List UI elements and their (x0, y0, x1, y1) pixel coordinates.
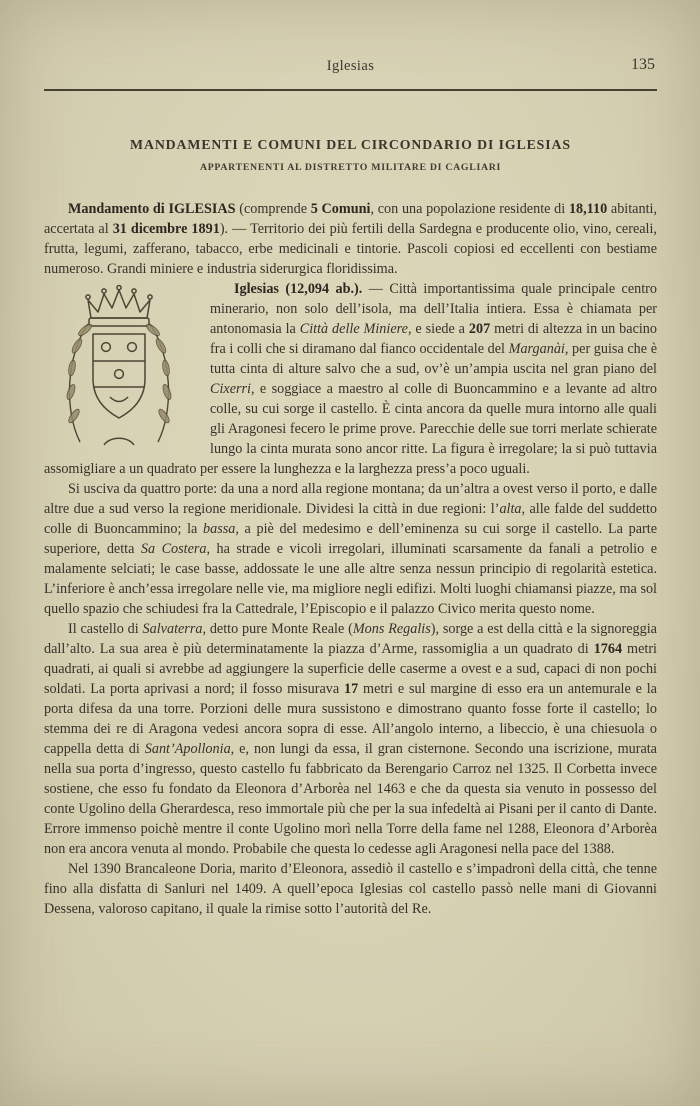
paragraph-castello-salvaterra: Il castello di Salvaterra, detto pure Monte Reale (Mons Regalis), sorge a est della città e la signoreggia dall’alto. La sua area è più determinatamente la piazza d’Arme, rassomiglia a un quadrato di 1764 metri quadrati, ai quali si avrebbe ad aggiungere la superficie delle caserme a ovest e a sud, capaci di non pochi soldati. La porta aprivasi a nord; il fosso misurava 17 metri e sul margine di esso era un antemurale e la porta difesa da una torre. Porzioni delle mura sussistono e dimostrano quanto fosse forte il castello; lo stemma dei re di Aragona vedesi ancora sopra di esse. All’angolo interno, a libeccio, è una chiesuola o cappella detta di Sant’Apollonia, e, non lungi da essa, il gran cisternone. Secondo una iscrizione, murata nella sua porta d’ingresso, questo castello fu fabbricato da Berengario Carroz nel 1325. Il Corbetta invece sostiene, che esso fu fondato da Eleonora d’Arborèa nel 1463 e che da questa sia venuto in possesso del conte Ugolino della Gherardesca, reso immortale più che per la sua infedeltà ai Pisani per il canto di Dante. Errore immenso poichè mentre il conte Ugolino morì nella Torre della fame nel 1288, Eleonora d’Arborèa non era ancora venuta al mondo. Probabile che questa lo cedesse agli Aragonesi nella pace del 1388. (44, 621, 657, 857)
section-subtitle: APPARTENENTI AL DISTRETTO MILITARE DI CAGLIARI (199, 162, 502, 173)
section-title: MANDAMENTI E COMUNI DEL CIRCONDARIO DI IGLESIAS (130, 137, 571, 152)
header-rule (44, 89, 657, 91)
running-head (44, 58, 657, 78)
paragraph-porte-regioni: Si usciva da quattro porte: da una a nord alla regione montana; da un’altra a ovest verso il porto, e dalle altre due a sud verso la regione meridionale. Dividesi la città in due regioni: l’alta, alle falde del suddetto colle di Buoncammino; la bassa, a piè del medesimo e dell’eminenza su cui sorge il castello. La parte superiore, detta Sa Costera, ha strade e vicoli irregolari, illuminati scarsamente da fanali a petrolio e malamente selciati; le case basse, addossate le une alle altre senza nessun principio di regolarità estetica. L’inferiore è anch’essa irregolare nelle vie, ma migliore negli edifizi. Molti luoghi chiamansi piazze, ma sol quello spazio che schiudesi fra la Cattedrale, l’Episcopio e il palazzo Civico merita questo nome. (44, 481, 658, 617)
body-text (44, 199, 657, 919)
paragraph-brancaleone-doria: Nel 1390 Brancaleone Doria, marito d’Eleonora, assediò il castello e s’impadronì della città, che tenne fino alla disfatta di Sanluri nel 1409. A quell’epoca Iglesias col castello passò nelle mani di Giovanni Dessena, valoroso capitano, il quale la rimise sotto l’autorità del Re. (44, 861, 657, 917)
page-number: 135 (631, 56, 655, 73)
coat-of-arms-illustration (44, 284, 194, 454)
paragraph-mandamento: Mandamento di IGLESIAS (comprende 5 Comuni, con una popolazione residente di 18,110 abitanti, accertata al 31 dicembre 1891). — Territorio dei più fertili della Sardegna e producente olio, vino, cereali, frutta, legumi, zafferano, tabacco, erbe medicinali e tintorie. Pascoli copiosi ed eccellenti con bestiame numeroso. Grandi miniere e industria siderurgica floridissima. (44, 201, 657, 277)
paragraph-iglesias-city: Iglesias (12,094 ab.). — Città importantissima quale principale centro minerario, non solo dell’isola, ma dell’Italia intiera. Essa è chiamata per antonomasia la Città delle Miniere, e siede a 207 metri di altezza in un bacino fra i colli che si diramano dal fianco occidentale del Marganài, per guisa che è tutta cinta di alture salvo che a sud, ov’è un’ampia uscita nel gran piano del Cixerri, e soggiace a maestro al colle di Buoncammino e a levante ad altro colle, su cui sorge il castello. È cinta ancora da quelle mura intorno alle quali gli Aragonesi fecero le prime prove. Parecchie delle sue torri merlate schierate lungo la cinta murata sono ancor ritte. La figura è irregolare; la si può tuttavia assomigliare a un quadrato per essere la lunghezza e la larghezza press’a poco uguali. (44, 281, 657, 477)
running-title: Iglesias (326, 58, 375, 74)
